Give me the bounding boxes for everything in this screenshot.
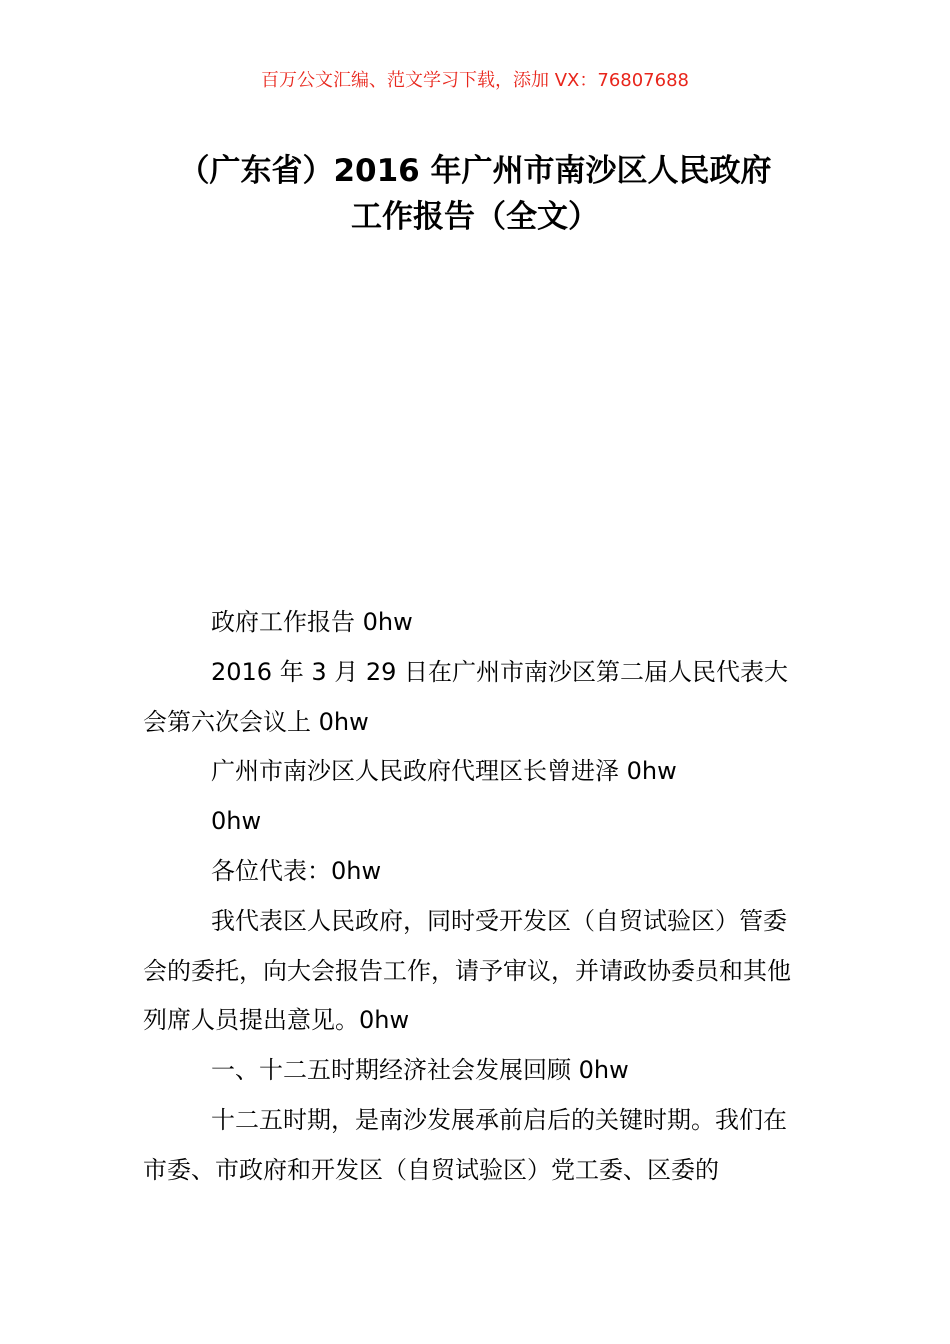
paragraph-intro: 我代表区人民政府，同时受开发区（自贸试验区）管委会的委托，向大会报告工作，请予审议，并请政协委员和其他列席人员提出意见。0hw (143, 906, 791, 1035)
paragraph-marker: 0hw (211, 807, 262, 836)
section-heading-review: 一、十二五时期经济社会发展回顾 0hw (211, 1056, 629, 1085)
paragraph-salutation: 各位代表：0hw (211, 856, 382, 885)
paragraph-speaker: 广州市南沙区人民政府代理区长曾进泽 0hw (211, 757, 677, 786)
title-line-1: （广东省）2016 年广州市南沙区人民政府 (178, 153, 772, 189)
title-line-2: 工作报告（全文） (351, 199, 599, 235)
paragraph-meeting-date: 2016 年 3 月 29 日在广州市南沙区第二届人民代表大会第六次会议上 0hw (143, 657, 789, 736)
paragraph-report-label: 政府工作报告 0hw (211, 608, 413, 636)
paragraph-review-start: 十二五时期，是南沙发展承前启后的关键时期。我们在市委、市政府和开发区（自贸试验区）党工委、区委的 (143, 1105, 787, 1184)
document-body (143, 598, 808, 1196)
header-watermark-note: 百万公文汇编、范文学习下载，添加 VX：76807688 (261, 70, 689, 91)
document-title (120, 148, 830, 240)
